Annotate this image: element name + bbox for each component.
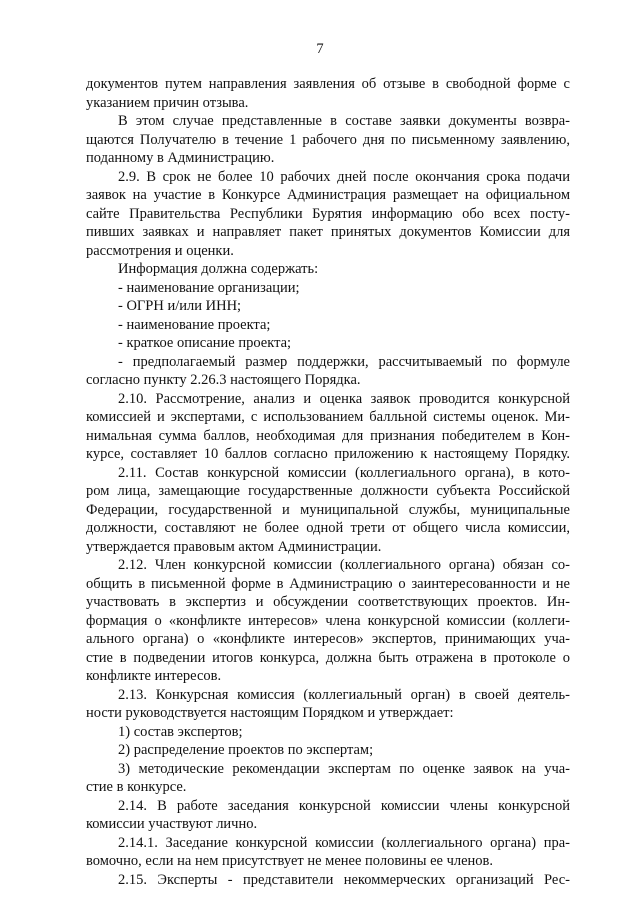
text-line: 2.14. В работе заседания конкурсной комиссии члены конкурсной [118,797,570,814]
text-line: участвовать в экспертиз и обсуждении соответствующих проектов. Ин- [86,594,570,610]
text-line: - наименование проекта; [118,316,271,333]
text-line: - предполагаемый размер поддержки, рассчитываемый по формуле [118,353,570,370]
text-line: - наименование организации; [118,279,300,296]
text-line: - краткое описание проекта; [118,335,292,351]
text-line: вомочно, если на нем присутствует не менее половины ее членов. [86,853,494,869]
text-line: 2.9. В срок не более 10 рабочих дней после окончания срока подачи [118,168,570,185]
text-line: 2.11. Состав конкурсной комиссии (коллегиального органа), в кото- [118,464,570,481]
text-line: 2.13. Конкурсная комиссия (коллегиальный орган) в своей деятель- [118,686,570,703]
text-line: указанием причин отзыва. [86,94,249,111]
text-line: комиссией и экспертами, с использованием балльной системы оценок. Ми- [86,409,570,425]
text-line: утверждается правовым актом Администрации. [86,538,382,555]
text-line: формация о «конфликте интересов» члена конкурсной комиссии (коллеги- [86,612,570,629]
text-line: стие в подведении итогов конкурса, должна быть отражена в протоколе о [86,649,570,666]
text-line: 2.12. Член конкурсной комиссии (коллегиального органа) обязан со- [118,557,570,573]
text-line: должности, составляют не более одной трети от общего числа комиссии, [86,520,570,536]
text-line: Федерации, государственной и муниципальной службы, муниципальные [86,501,570,518]
text-line: согласно пункту 2.26.3 настоящего Порядка. [86,372,361,388]
text-line: заявок на участие в Конкурсе Администрация размещает на официальном [86,187,570,203]
text-line: конфликте интересов. [86,668,222,684]
text-line: пивших заявках и направляет пакет принятых документов Комиссии для [86,224,570,240]
text-line: общить в письменной форме в Администрацию о заинтересованности и не [86,575,570,592]
text-line: Информация должна содержать: [118,261,319,277]
text-line: стие в конкурсе. [86,779,187,795]
text-line: 2.14.1. Заседание конкурсной комиссии (коллегиального органа) пра- [118,834,570,851]
text-line: ности руководствуется настоящим Порядком и утверждает: [86,705,454,721]
text-line: документов путем направления заявления об отзыве в свободной форме с [86,76,570,92]
text-line: 2.15. Эксперты - представители некоммерческих организаций Рес- [118,871,570,888]
text-line: рассмотрения и оценки. [86,242,234,259]
text-line: ального органа) о «конфликте интересов» экспертов, принимающих уча- [86,631,570,647]
page-number: 7 [316,41,324,57]
text-line: щаются Получателю в течение 1 рабочего дня по письменному заявлению, [86,131,570,148]
text-line: сайте Правительства Республики Бурятия информацию обо всех посту- [86,205,570,222]
text-line: - ОГРН и/или ИНН; [118,298,242,314]
text-line: В этом случае представленные в составе заявки документы возвра- [118,113,570,129]
text-line: курсе, составляет 10 баллов согласно приложению к настоящему Порядку. [86,446,570,462]
text-line: комиссии участвуют лично. [86,816,258,832]
text-line: 2) распределение проектов по экспертам; [118,742,374,758]
text-line: 3) методические рекомендации экспертам по оценке заявок на уча- [118,760,570,777]
text-line: 1) состав экспертов; [118,723,243,740]
text-line: ром лица, замещающие государственные должности субъекта Российской [86,483,570,499]
text-line: нимальная сумма баллов, необходимая для признания победителем в Кон- [86,427,570,444]
text-line: 2.10. Рассмотрение, анализ и оценка заявок проводится конкурсной [118,390,570,407]
text-line: поданному в Администрацию. [86,150,275,166]
